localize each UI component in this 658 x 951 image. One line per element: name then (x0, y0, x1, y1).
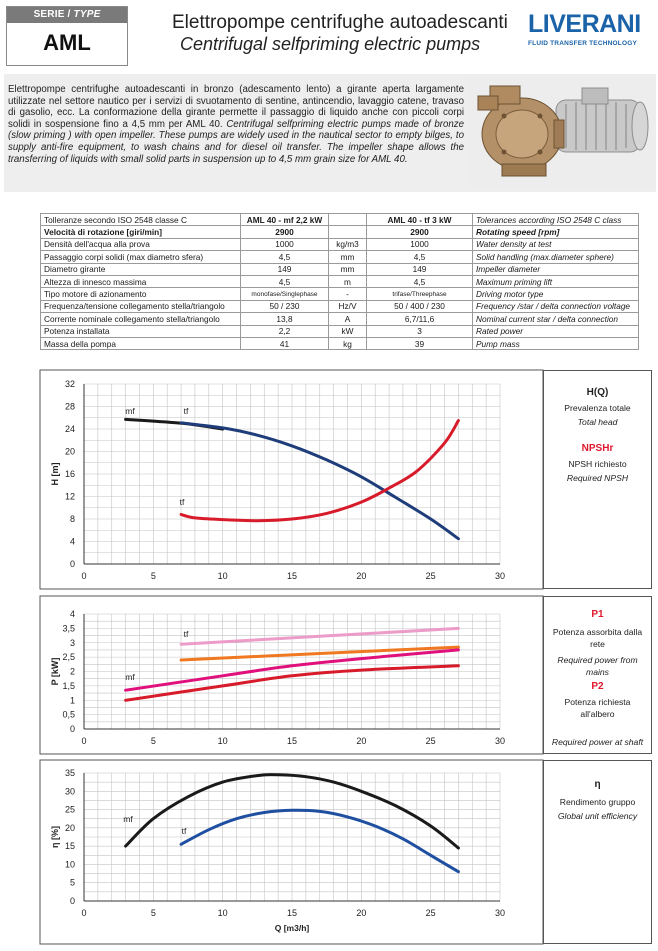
chart-panel-1 (40, 370, 543, 589)
x-tick-label: 25 (425, 908, 436, 918)
y-tick-label: 1,5 (62, 680, 75, 691)
y-tick-label: 30 (64, 786, 75, 797)
spec-unit: mm (329, 263, 367, 275)
x-tick-label: 5 (150, 908, 156, 918)
spec-value-mf: monofase/Singlephase (241, 288, 329, 300)
x-tick-label: 10 (217, 736, 228, 746)
legend-eta-title: η (594, 779, 601, 790)
legend-p2-it-1: Potenza richiesta (564, 697, 631, 707)
legend-npsh-title: NPSHr (581, 443, 614, 454)
curve-label: tf (183, 406, 189, 416)
y-tick-label: 20 (64, 822, 75, 833)
brand-tagline: FLUID TRANSFER TECHNOLOGY (528, 40, 637, 47)
spec-label-en: Rated power (473, 325, 639, 337)
spec-value-mf: 149 (241, 263, 329, 275)
legend-p2-en: Required power at shaft (551, 737, 644, 747)
spec-label-en: Tolerances according ISO 2548 C class (473, 214, 639, 226)
spec-label-en: Pump mass (473, 337, 639, 349)
x-tick-label: 15 (286, 736, 298, 746)
page-title-it: Elettropompe centrifughe autoadescanti (172, 12, 508, 33)
spec-label-it: Corrente nominale collegamento stella/triangolo (41, 313, 241, 325)
legend-p1-title: P1 (591, 609, 604, 620)
spec-unit: - (329, 288, 367, 300)
y-tick-label: 10 (64, 859, 75, 870)
y-tick-label: 16 (64, 469, 75, 479)
spec-unit: kg (329, 337, 367, 349)
y-tick-label: 24 (64, 424, 75, 434)
spec-value-tf: 4,5 (367, 275, 473, 287)
y-tick-label: 12 (64, 491, 75, 502)
y-tick-label: 4 (69, 536, 75, 547)
chart-panel-2 (40, 596, 543, 754)
spec-label-it: Frequenza/tensione collegamento stella/triangolo (41, 300, 241, 312)
x-tick-label: 25 (425, 736, 436, 746)
y-tick-label: 25 (64, 804, 75, 815)
curve-label: mf (123, 814, 133, 824)
spec-label-en: Solid handling (max.diameter sphere) (473, 251, 639, 263)
x-tick-label: 30 (494, 571, 506, 581)
spec-label-en: Driving motor type (473, 288, 639, 300)
spec-unit: m (329, 275, 367, 287)
curve-label: tf (183, 629, 189, 639)
y-tick-label: 0 (69, 724, 75, 734)
spec-label-it: Tipo motore di azionamento (41, 288, 241, 300)
spec-value-tf: 2900 (367, 226, 473, 238)
spec-value-mf: 41 (241, 337, 329, 349)
spec-value-tf: 1000 (367, 238, 473, 250)
brand-name: LIVERANI (528, 10, 641, 38)
legend-p1-it-2: rete (590, 639, 605, 649)
x-tick-label: 15 (286, 908, 298, 918)
chart-panel-3 (40, 760, 543, 944)
type-label: TYPE (73, 9, 101, 20)
legend-hq-title: H(Q) (586, 387, 609, 398)
legend-npsh-it: NPSH richiesto (568, 459, 627, 469)
spec-unit: kW (329, 325, 367, 337)
x-tick-label: 25 (425, 571, 436, 581)
y-tick-label: 15 (64, 841, 75, 852)
spec-unit: Hz/V (329, 300, 367, 312)
spec-value-mf: 2,2 (241, 325, 329, 337)
y-tick-label: 4 (69, 609, 75, 619)
spec-unit: kg/m3 (329, 238, 367, 250)
curve-label: tf (181, 826, 187, 836)
model-code: AML (43, 30, 91, 55)
y-tick-label: 5 (69, 877, 75, 888)
spec-value-tf: 149 (367, 263, 473, 275)
legend-p1-it-1: Potenza assorbita dalla (552, 627, 643, 637)
legend-p1-en-1: Required power from (557, 655, 638, 665)
y-tick-label: 0 (69, 559, 75, 569)
spec-value-tf: 4,5 (367, 251, 473, 263)
spec-label-it: Velocità di rotazione [giri/min] (41, 226, 241, 238)
spec-label-it: Diametro girante (41, 263, 241, 275)
curve-label: mf (125, 672, 135, 682)
spec-value-tf: 6,7/11,6 (367, 313, 473, 325)
spec-value-tf: 39 (367, 337, 473, 349)
spec-label-en: Rotating speed [rpm] (473, 226, 639, 238)
y-tick-label: 32 (64, 379, 75, 389)
spec-unit: A (329, 313, 367, 325)
x-tick-label: 20 (356, 908, 367, 918)
x-tick-label: 10 (217, 908, 228, 918)
y-axis-label: H [m] (50, 462, 60, 486)
spec-value-mf: 4,5 (241, 251, 329, 263)
curve-label: tf (179, 497, 185, 507)
y-tick-label: 0,5 (62, 709, 75, 720)
x-tick-label: 5 (150, 571, 156, 581)
y-tick-label: 1 (69, 695, 75, 706)
y-tick-label: 8 (69, 514, 75, 524)
legend-p2-it-2: all'albero (580, 709, 615, 719)
legend-head (543, 370, 652, 589)
legend-p1-en-2: mains (586, 667, 609, 677)
legend-power (543, 596, 652, 754)
legend-p2-title: P2 (591, 681, 604, 692)
y-tick-label: 3 (69, 637, 75, 648)
spec-value-mf: 13,8 (241, 313, 329, 325)
spec-value-mf: 1000 (241, 238, 329, 250)
intro-text-it: Elettropompe centrifughe autoadescanti in bronzo (adescamento lento) a girante aperta largamente utilizzate nel settore nautico per i servizi di svuotamento di sentine, antincendio, lavaggio catene, travaso di gasolio, ecc. La conformazione della girante permette il passaggio di liquido anche con piccoli corpi solidi in sospensione fino a 4,5 mm per AML 40. (8, 84, 464, 130)
spec-label-en: Maximum priming lift (473, 275, 639, 287)
spec-value-mf: AML 40 - mf 2,2 kW (241, 214, 329, 226)
x-tick-label: 20 (356, 571, 367, 581)
spec-value-tf: 50 / 400 / 230 (367, 300, 473, 312)
y-tick-label: 2 (69, 666, 75, 677)
spec-unit: mm (329, 251, 367, 263)
x-tick-label: 30 (494, 736, 506, 746)
spec-value-mf: 4,5 (241, 275, 329, 287)
legend-npsh-en: Required NPSH (566, 473, 629, 483)
x-axis-label: Q [m3/h] (274, 923, 310, 933)
x-tick-label: 10 (217, 571, 228, 581)
y-tick-label: 20 (64, 446, 75, 457)
spec-label-en: Nominal current star / delta connection (473, 313, 639, 325)
y-axis-label: P [kW] (50, 657, 60, 686)
y-tick-label: 0 (69, 896, 75, 906)
intro-text-en: Centrifugal selfpriming electric pumps made of bronze (slow priming ) with open impeller. These pumps are widely used in the nautical sector to empty bilges, to supply anti-fire equipment, to wash chains and for diesel oil transfer. The impeller shape allows the transferring of liquids with small solid parts in suspension up to 4,5 mm grain size for AML 40. (8, 118, 465, 165)
spec-label-it: Passaggio corpi solidi (max diametro sfera) (41, 251, 241, 263)
x-tick-label: 0 (81, 571, 87, 581)
x-tick-label: 0 (81, 736, 87, 746)
spec-label-en: Frequency /star / delta connection voltage (473, 300, 639, 312)
spec-label-it: Tolleranze secondo ISO 2548 classe C (41, 214, 241, 226)
page-title-en: Centrifugal selfpriming electric pumps (180, 34, 481, 54)
y-tick-label: 3,5 (62, 623, 75, 634)
y-tick-label: 28 (64, 401, 75, 412)
legend-hq-en: Total head (577, 417, 618, 427)
curve-label: mf (125, 406, 135, 416)
spec-value-mf: 50 / 230 (241, 300, 329, 312)
spec-label-it: Potenza installata (41, 325, 241, 337)
legend-eta-en: Global unit efficiency (557, 811, 638, 821)
spec-label-en: Impeller diameter (473, 263, 639, 275)
legend-hq-it: Prevalenza totale (564, 403, 631, 413)
spec-value-tf: trifase/Threephase (367, 288, 473, 300)
serie-label: SERIE / (33, 9, 74, 20)
legend-efficiency (543, 760, 652, 944)
chart-frame (40, 370, 543, 589)
x-tick-label: 20 (356, 736, 367, 746)
x-tick-label: 5 (150, 736, 156, 746)
x-tick-label: 15 (286, 571, 298, 581)
x-tick-label: 30 (494, 908, 506, 918)
legend-eta-it: Rendimento gruppo (559, 797, 636, 807)
spec-label-en: Water density at test (473, 238, 639, 250)
y-axis-label: η [%] (50, 826, 60, 848)
x-tick-label: 0 (81, 908, 87, 918)
spec-value-tf: AML 40 - tf 3 kW (367, 214, 473, 226)
spec-label-it: Altezza di innesco massima (41, 275, 241, 287)
spec-value-mf: 2900 (241, 226, 329, 238)
spec-label-it: Densità dell'acqua alla prova (41, 238, 241, 250)
y-tick-label: 2,5 (62, 652, 75, 663)
spec-label-it: Massa della pompa (41, 337, 241, 349)
y-tick-label: 35 (64, 768, 75, 778)
spec-value-tf: 3 (367, 325, 473, 337)
